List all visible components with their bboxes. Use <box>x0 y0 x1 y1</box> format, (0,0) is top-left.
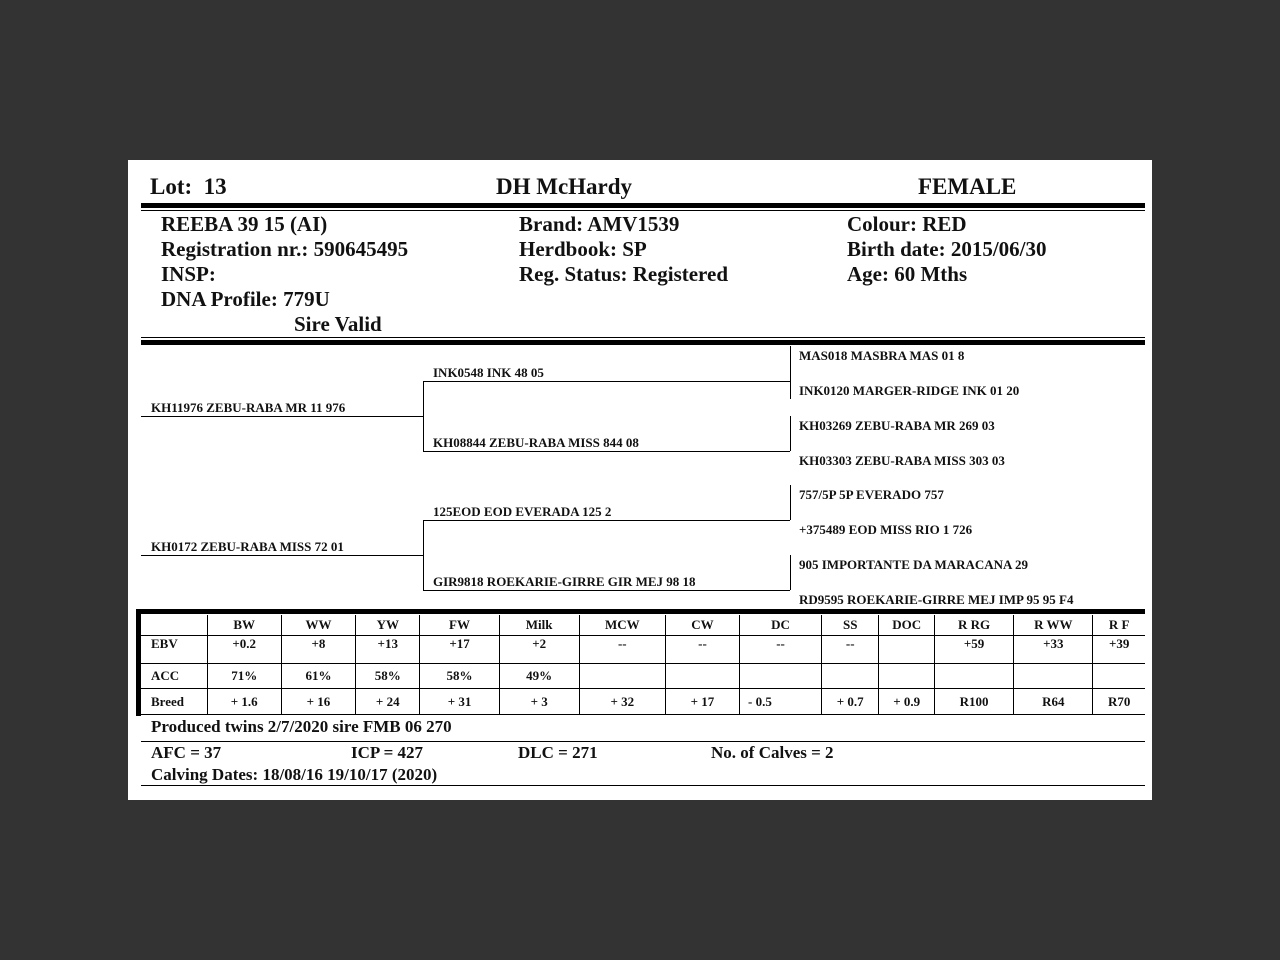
col-header: R RG <box>935 615 1014 636</box>
info-rule <box>141 340 1145 345</box>
col-header: SS <box>822 615 879 636</box>
col-header: DOC <box>879 615 935 636</box>
twins-note: Produced twins 2/7/2020 sire FMB 06 270 <box>151 717 452 736</box>
header-rule <box>141 203 1145 208</box>
pedigree-dam: KH0172 ZEBU-RABA MISS 72 01 <box>151 539 344 554</box>
afc-value: AFC = 37 <box>151 743 222 762</box>
breed-cell: + 31 <box>420 689 499 715</box>
ebv-cell: +13 <box>356 636 420 664</box>
lot-text: Lot: <box>150 174 193 199</box>
ebv-cell <box>879 636 935 664</box>
calving-dates: Calving Dates: 18/08/16 19/10/17 (2020) <box>151 765 438 784</box>
row-label: Breed <box>141 689 208 715</box>
acc-cell <box>740 664 822 689</box>
dna-profile: DNA Profile: 779U <box>161 287 330 311</box>
animal-name: REEBA 39 15 (AI) <box>161 212 328 236</box>
acc-cell <box>579 664 665 689</box>
acc-cell <box>879 664 935 689</box>
breed-cell: R64 <box>1014 689 1093 715</box>
ebv-row <box>141 636 1146 664</box>
ebv-cell: +0.2 <box>207 636 281 664</box>
pedigree-gg-8: RD9595 ROEKARIE-GIRRE MEJ IMP 95 95 F4 <box>799 592 1074 607</box>
breed-cell: + 17 <box>665 689 739 715</box>
gg-bracket-4 <box>790 555 791 590</box>
sire-valid: Sire Valid <box>294 312 382 336</box>
ebv-cell: -- <box>665 636 739 664</box>
acc-cell <box>665 664 739 689</box>
col-header: DC <box>740 615 822 636</box>
acc-cell <box>935 664 1014 689</box>
breed-cell: + 0.9 <box>879 689 935 715</box>
pedigree-dam-dam: GIR9818 ROEKARIE-GIRRE GIR MEJ 98 18 <box>433 574 696 589</box>
pedigree-gg-1: MAS018 MASBRA MAS 01 8 <box>799 348 965 363</box>
col-header: Milk <box>499 615 579 636</box>
gg-bracket-1a <box>790 346 791 381</box>
sd-line <box>423 451 790 452</box>
ebv-table <box>140 615 1145 715</box>
dam-line <box>141 555 423 556</box>
acc-cell <box>822 664 879 689</box>
col-header: WW <box>281 615 355 636</box>
col-header: R WW <box>1014 615 1093 636</box>
breed-cell: - 0.5 <box>740 689 822 715</box>
col-header: FW <box>420 615 499 636</box>
pedigree-gg-7: 905 IMPORTANTE DA MARACANA 29 <box>799 557 1028 572</box>
breed-cell: + 24 <box>356 689 420 715</box>
registration-number: Registration nr.: 590645495 <box>161 237 409 261</box>
header-rule-thin <box>141 210 1145 211</box>
ebv-cell: +2 <box>499 636 579 664</box>
ds-line <box>423 520 790 521</box>
pedigree-sire-dam: KH08844 ZEBU-RABA MISS 844 08 <box>433 435 639 450</box>
acc-cell: 61% <box>281 664 355 689</box>
brand: Brand: AMV1539 <box>519 212 680 236</box>
breed-cell: + 32 <box>579 689 665 715</box>
corner-cell <box>141 615 208 636</box>
animal-info-left <box>161 212 408 337</box>
ebv-cell: +33 <box>1014 636 1093 664</box>
bottom-rule <box>141 785 1145 786</box>
lot-label <box>150 174 227 200</box>
acc-cell <box>1014 664 1093 689</box>
acc-cell <box>1093 664 1145 689</box>
info-rule-thin <box>141 337 1145 338</box>
sire-line <box>141 416 423 417</box>
animal-info-right <box>847 212 1047 287</box>
col-header: MCW <box>579 615 665 636</box>
insp-field: INSP: <box>161 262 216 286</box>
age: Age: 60 Mths <box>847 262 968 286</box>
ebv-cell: +8 <box>281 636 355 664</box>
ebv-cell: +17 <box>420 636 499 664</box>
breed-row <box>141 689 1146 715</box>
pedigree-gg-6: +375489 EOD MISS RIO 1 726 <box>799 522 973 537</box>
ebv-header-row <box>141 615 1146 636</box>
colour: Colour: RED <box>847 212 967 236</box>
reg-status: Reg. Status: Registered <box>519 262 728 286</box>
catalogue-card <box>128 160 1152 800</box>
breed-cell: R100 <box>935 689 1014 715</box>
ss-line <box>423 381 790 382</box>
pedigree-sire-sire: INK0548 INK 48 05 <box>433 365 544 380</box>
ebv-cell: +59 <box>935 636 1014 664</box>
breed-cell: + 3 <box>499 689 579 715</box>
col-header: YW <box>356 615 420 636</box>
breed-cell: + 0.7 <box>822 689 879 715</box>
ebv-cell: +39 <box>1093 636 1145 664</box>
pedigree-gg-4: KH03303 ZEBU-RABA MISS 303 03 <box>799 453 1005 468</box>
sire-bracket <box>423 381 424 452</box>
col-header: CW <box>665 615 739 636</box>
col-header: BW <box>207 615 281 636</box>
pedigree-gg-5: 757/5P 5P EVERADO 757 <box>799 487 944 502</box>
breed-cell: + 16 <box>281 689 355 715</box>
herdbook: Herdbook: SP <box>519 237 647 261</box>
birth-date: Birth date: 2015/06/30 <box>847 237 1047 261</box>
acc-row <box>141 664 1146 689</box>
pedigree-gg-3: KH03269 ZEBU-RABA MR 269 03 <box>799 418 995 433</box>
ebv-cell: -- <box>579 636 665 664</box>
breed-cell: + 1.6 <box>207 689 281 715</box>
acc-cell: 58% <box>356 664 420 689</box>
dd-line <box>423 590 790 591</box>
gg-bracket-1b <box>790 381 791 399</box>
breed-cell: R70 <box>1093 689 1145 715</box>
dam-bracket <box>423 520 424 591</box>
row-label: ACC <box>141 664 208 689</box>
dlc-value: DLC = 271 <box>518 743 598 762</box>
pedigree-dam-sire: 125EOD EOD EVERADA 125 2 <box>433 504 612 519</box>
acc-cell: 71% <box>207 664 281 689</box>
sex-label: FEMALE <box>918 174 1017 199</box>
notes-rule <box>141 741 1145 742</box>
pedigree-sire: KH11976 ZEBU-RABA MR 11 976 <box>151 400 346 415</box>
table-top-rule <box>136 609 1145 614</box>
breeder-name: DH McHardy <box>496 174 633 199</box>
animal-info-middle <box>519 212 728 287</box>
col-header: R F <box>1093 615 1145 636</box>
acc-cell: 49% <box>499 664 579 689</box>
calves-count: No. of Calves = 2 <box>711 743 834 762</box>
ebv-cell: -- <box>822 636 879 664</box>
pedigree-gg-2: INK0120 MARGER-RIDGE INK 01 20 <box>799 383 1020 398</box>
gg-bracket-2 <box>790 416 791 451</box>
lot-number: 13 <box>203 174 227 199</box>
icp-value: ICP = 427 <box>351 743 424 762</box>
acc-cell: 58% <box>420 664 499 689</box>
gg-bracket-3 <box>790 485 791 520</box>
row-label: EBV <box>141 636 208 664</box>
ebv-cell: -- <box>740 636 822 664</box>
